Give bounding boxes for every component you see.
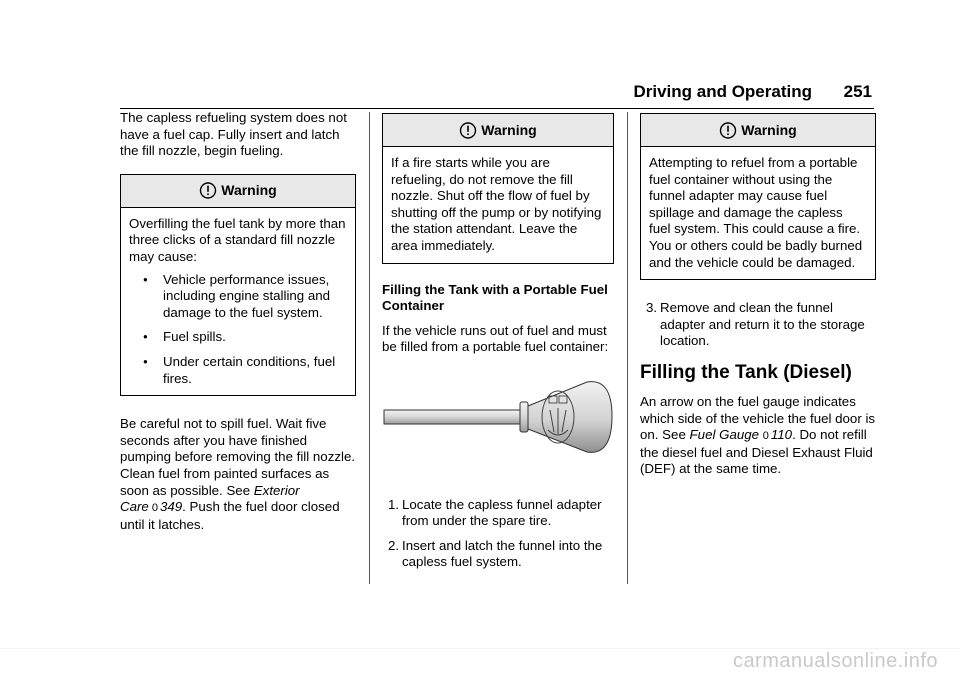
list-item (382, 497, 614, 530)
warning-body (121, 208, 355, 395)
body-paragraph (120, 416, 356, 533)
intro-paragraph: The capless refueling system does not have a fuel cap. Fully insert and latch the fill nozzle, begin fueling. (120, 110, 347, 159)
body-text: . Do not refill the diesel fuel and Diesel Exhaust Fluid (DEF) at the same time. (640, 427, 873, 477)
column-1 (120, 110, 356, 543)
body-text: . Push the fuel door closed until it latches. (120, 499, 340, 532)
page-footer (0, 648, 960, 678)
warning-box-fire (382, 113, 614, 264)
warning-header (383, 114, 613, 147)
list-item (640, 300, 876, 350)
warning-box-funnel (640, 113, 876, 280)
warning-text: Overfilling the fuel tank by more than three clicks of a standard fill nozzle may cause: (129, 215, 346, 264)
watermark-text[interactable]: carmanualsonline.info (732, 650, 938, 672)
page-ref-icon: 0 (762, 430, 769, 443)
warning-title: Warning (741, 121, 797, 138)
warning-body (383, 147, 613, 263)
warning-title: Warning (221, 182, 277, 199)
subheading: Filling the Tank with a Portable Fuel Container (382, 281, 608, 314)
body-text: Be careful not to spill fuel. Wait five seconds after you have finished pumping before removing the fill nozzle. Clean fuel from painted surfaces as soon as possible. See (120, 416, 356, 498)
column-divider-1 (369, 112, 370, 584)
funnel-adapter-illustration (382, 374, 614, 470)
page-ref-icon: 0 (151, 502, 158, 515)
column-2 (382, 113, 614, 579)
warning-body (641, 147, 875, 279)
step-text: Insert and latch the funnel into the capless fuel system. (402, 537, 603, 570)
warning-icon (199, 182, 217, 199)
step-text: Remove and clean the funnel adapter and return it to the storage location. (660, 300, 865, 349)
list-item: ● Fuel spills. (129, 329, 347, 346)
warning-header (641, 114, 875, 147)
warning-icon (459, 122, 477, 139)
step-number: 2. (388, 537, 400, 553)
warning-header (121, 175, 355, 208)
warning-text: Attempting to refuel from a portable fuel container without using the funnel adapter may cause fuel spillage and damage the capless fuel system. This could cause a fire. You or others could be badly burned and the vehicle could be damaged. (649, 155, 863, 270)
step-number: 1. (388, 496, 400, 512)
warning-box-overfill (120, 174, 356, 396)
body-text: An arrow on the fuel gauge indicates which side of the vehicle the fuel door is on. See (640, 393, 876, 443)
page-number: 251 (843, 82, 872, 101)
warning-icon (719, 122, 737, 139)
step-number: 3. (646, 300, 658, 316)
column-3 (640, 113, 876, 488)
xref-fuel-gauge[interactable]: Fuel Gauge (689, 427, 760, 443)
xref-page[interactable]: 110 (770, 427, 793, 443)
xref-page[interactable]: 349 (159, 499, 183, 515)
warning-title: Warning (481, 121, 537, 138)
list-item (382, 538, 614, 571)
warning-text: If a fire starts while you are refueling, do not remove the fill nozzle. Shut off the flow of fuel by shutting off the pump or by notifying the station attendant. Leave the area immediately. (391, 155, 602, 253)
list-item: ● Under certain conditions, fuel fires. (129, 354, 347, 387)
step-list (640, 300, 876, 350)
section-title: Driving and Operating (633, 82, 812, 101)
section-heading: Filling the Tank (Diesel) (640, 361, 852, 383)
step-list (382, 497, 614, 571)
warning-bullet-list (129, 272, 347, 388)
page-header (120, 80, 874, 109)
footer-rule (0, 648, 960, 649)
intro-paragraph: If the vehicle runs out of fuel and must be filled from a portable fuel container: (382, 322, 609, 355)
step-text: Locate the capless funnel adapter from under the spare tire. (402, 496, 602, 529)
xref-exterior-care[interactable]: Exterior Care (120, 482, 300, 515)
body-paragraph (640, 394, 876, 478)
list-item: ● Vehicle performance issues, including engine stalling and damage to the fuel system. (129, 272, 347, 322)
column-divider-2 (627, 112, 628, 584)
